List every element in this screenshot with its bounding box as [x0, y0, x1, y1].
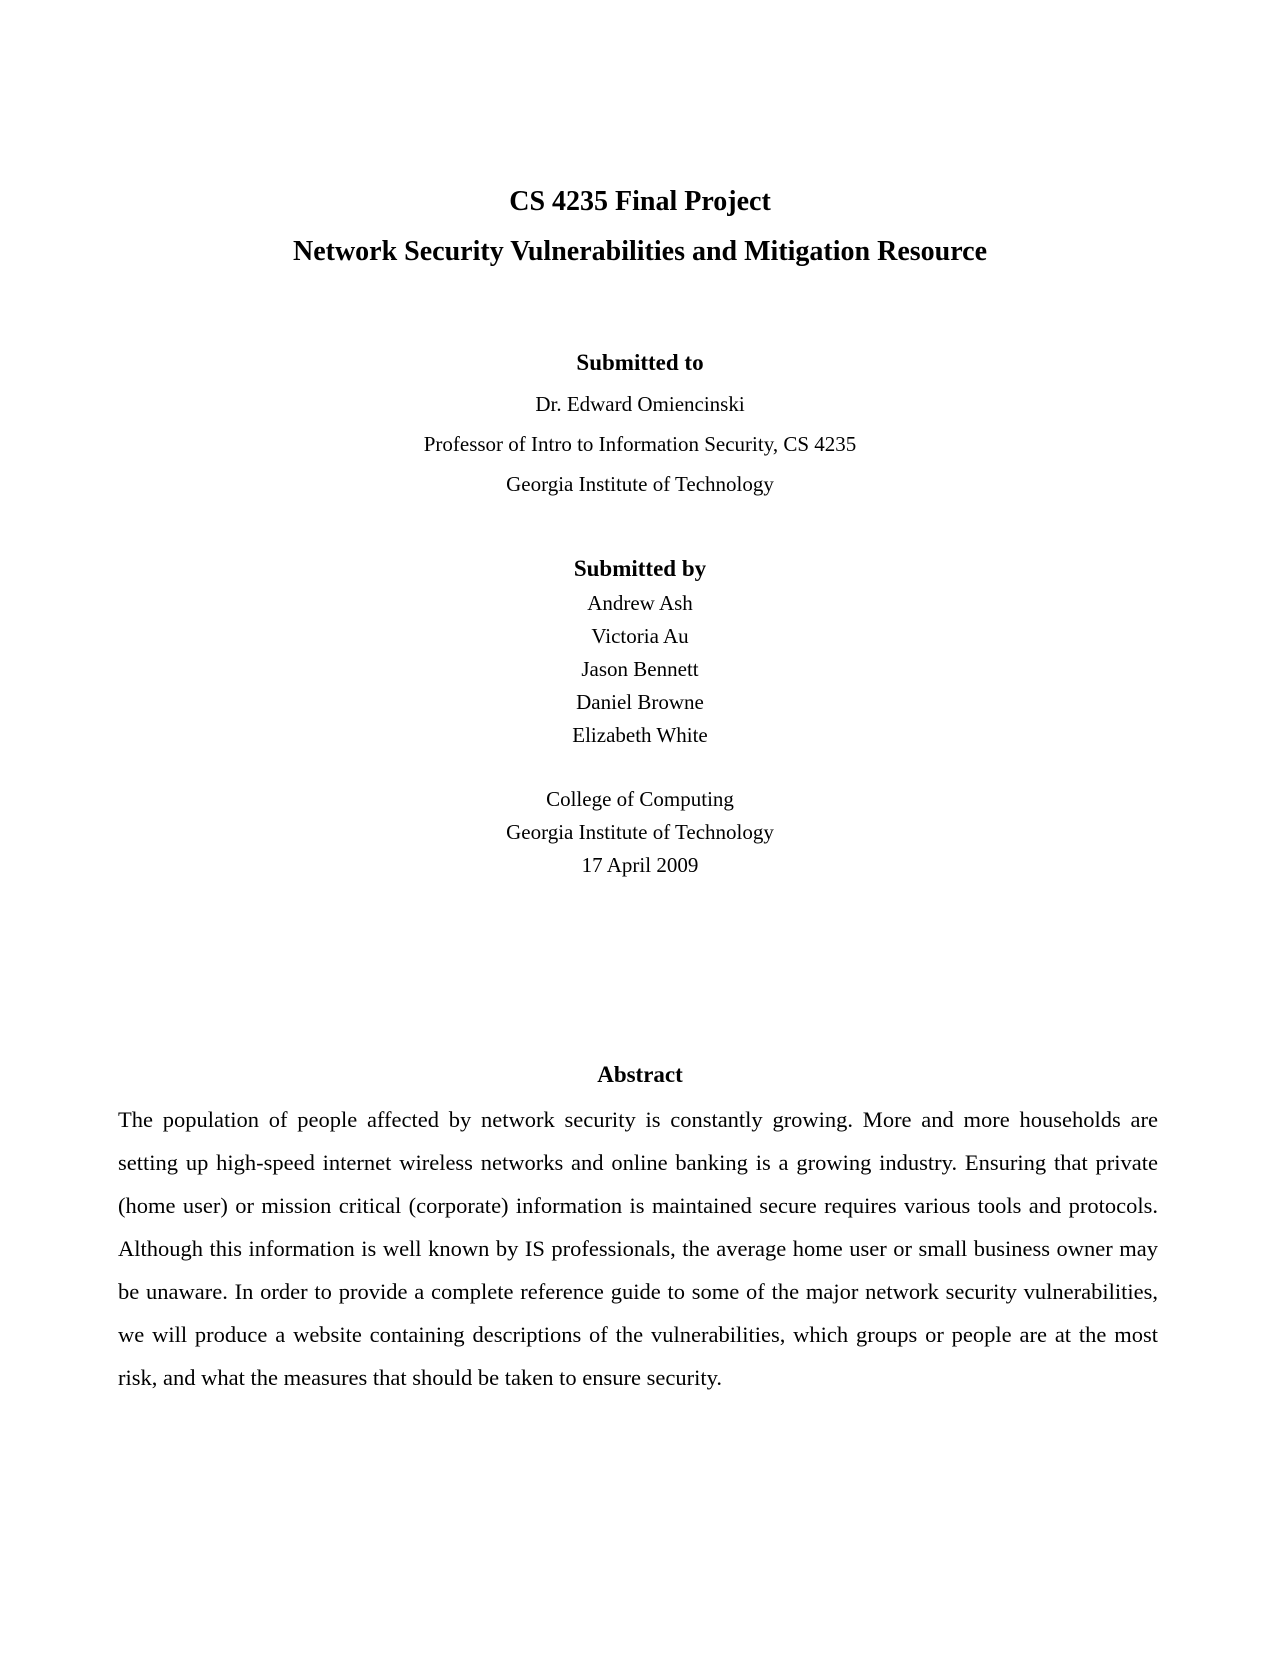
- affiliation-institution: Georgia Institute of Technology: [506, 820, 774, 844]
- submission-date: 17 April 2009: [581, 853, 699, 877]
- project-title: Network Security Vulnerabilities and Mitigation Resource: [292, 236, 987, 267]
- abstract-body: The population of people affected by network security is constantly growing. More and more households are setting up high-speed internet wireless networks and online banking is a growing industry. Ensuring that private (home user) or mission critical (corporate) information is maintained secure requires various tools and protocols. Although this information is well known by IS professionals, the average home user or small business owner may be unaware. In order to provide a complete reference guide to some of the major network security vulnerabilities, we will produce a website containing descriptions of the vulnerabilities, which groups or people are at the most risk, and what the measures that should be taken to ensure security.: [118, 1107, 1158, 1390]
- submitted-by-heading: Submitted by: [573, 556, 707, 581]
- submitted-to-heading: Submitted to: [576, 350, 704, 375]
- college-name: College of Computing: [546, 787, 734, 811]
- abstract-heading: Abstract: [597, 1062, 683, 1087]
- author-list: [0, 587, 1280, 752]
- course-title: CS 4235 Final Project: [509, 186, 771, 217]
- recipient-institution: Georgia Institute of Technology: [506, 472, 774, 496]
- author-name: Andrew Ash: [587, 591, 693, 615]
- author-name: Daniel Browne: [576, 690, 704, 714]
- author-name: Elizabeth White: [572, 723, 708, 747]
- recipient-role: Professor of Intro to Information Security, CS 4235: [423, 432, 857, 456]
- recipient-name: Dr. Edward Omiencinski: [535, 392, 745, 416]
- author-name: Jason Bennett: [581, 657, 699, 681]
- author-name: Victoria Au: [591, 624, 689, 648]
